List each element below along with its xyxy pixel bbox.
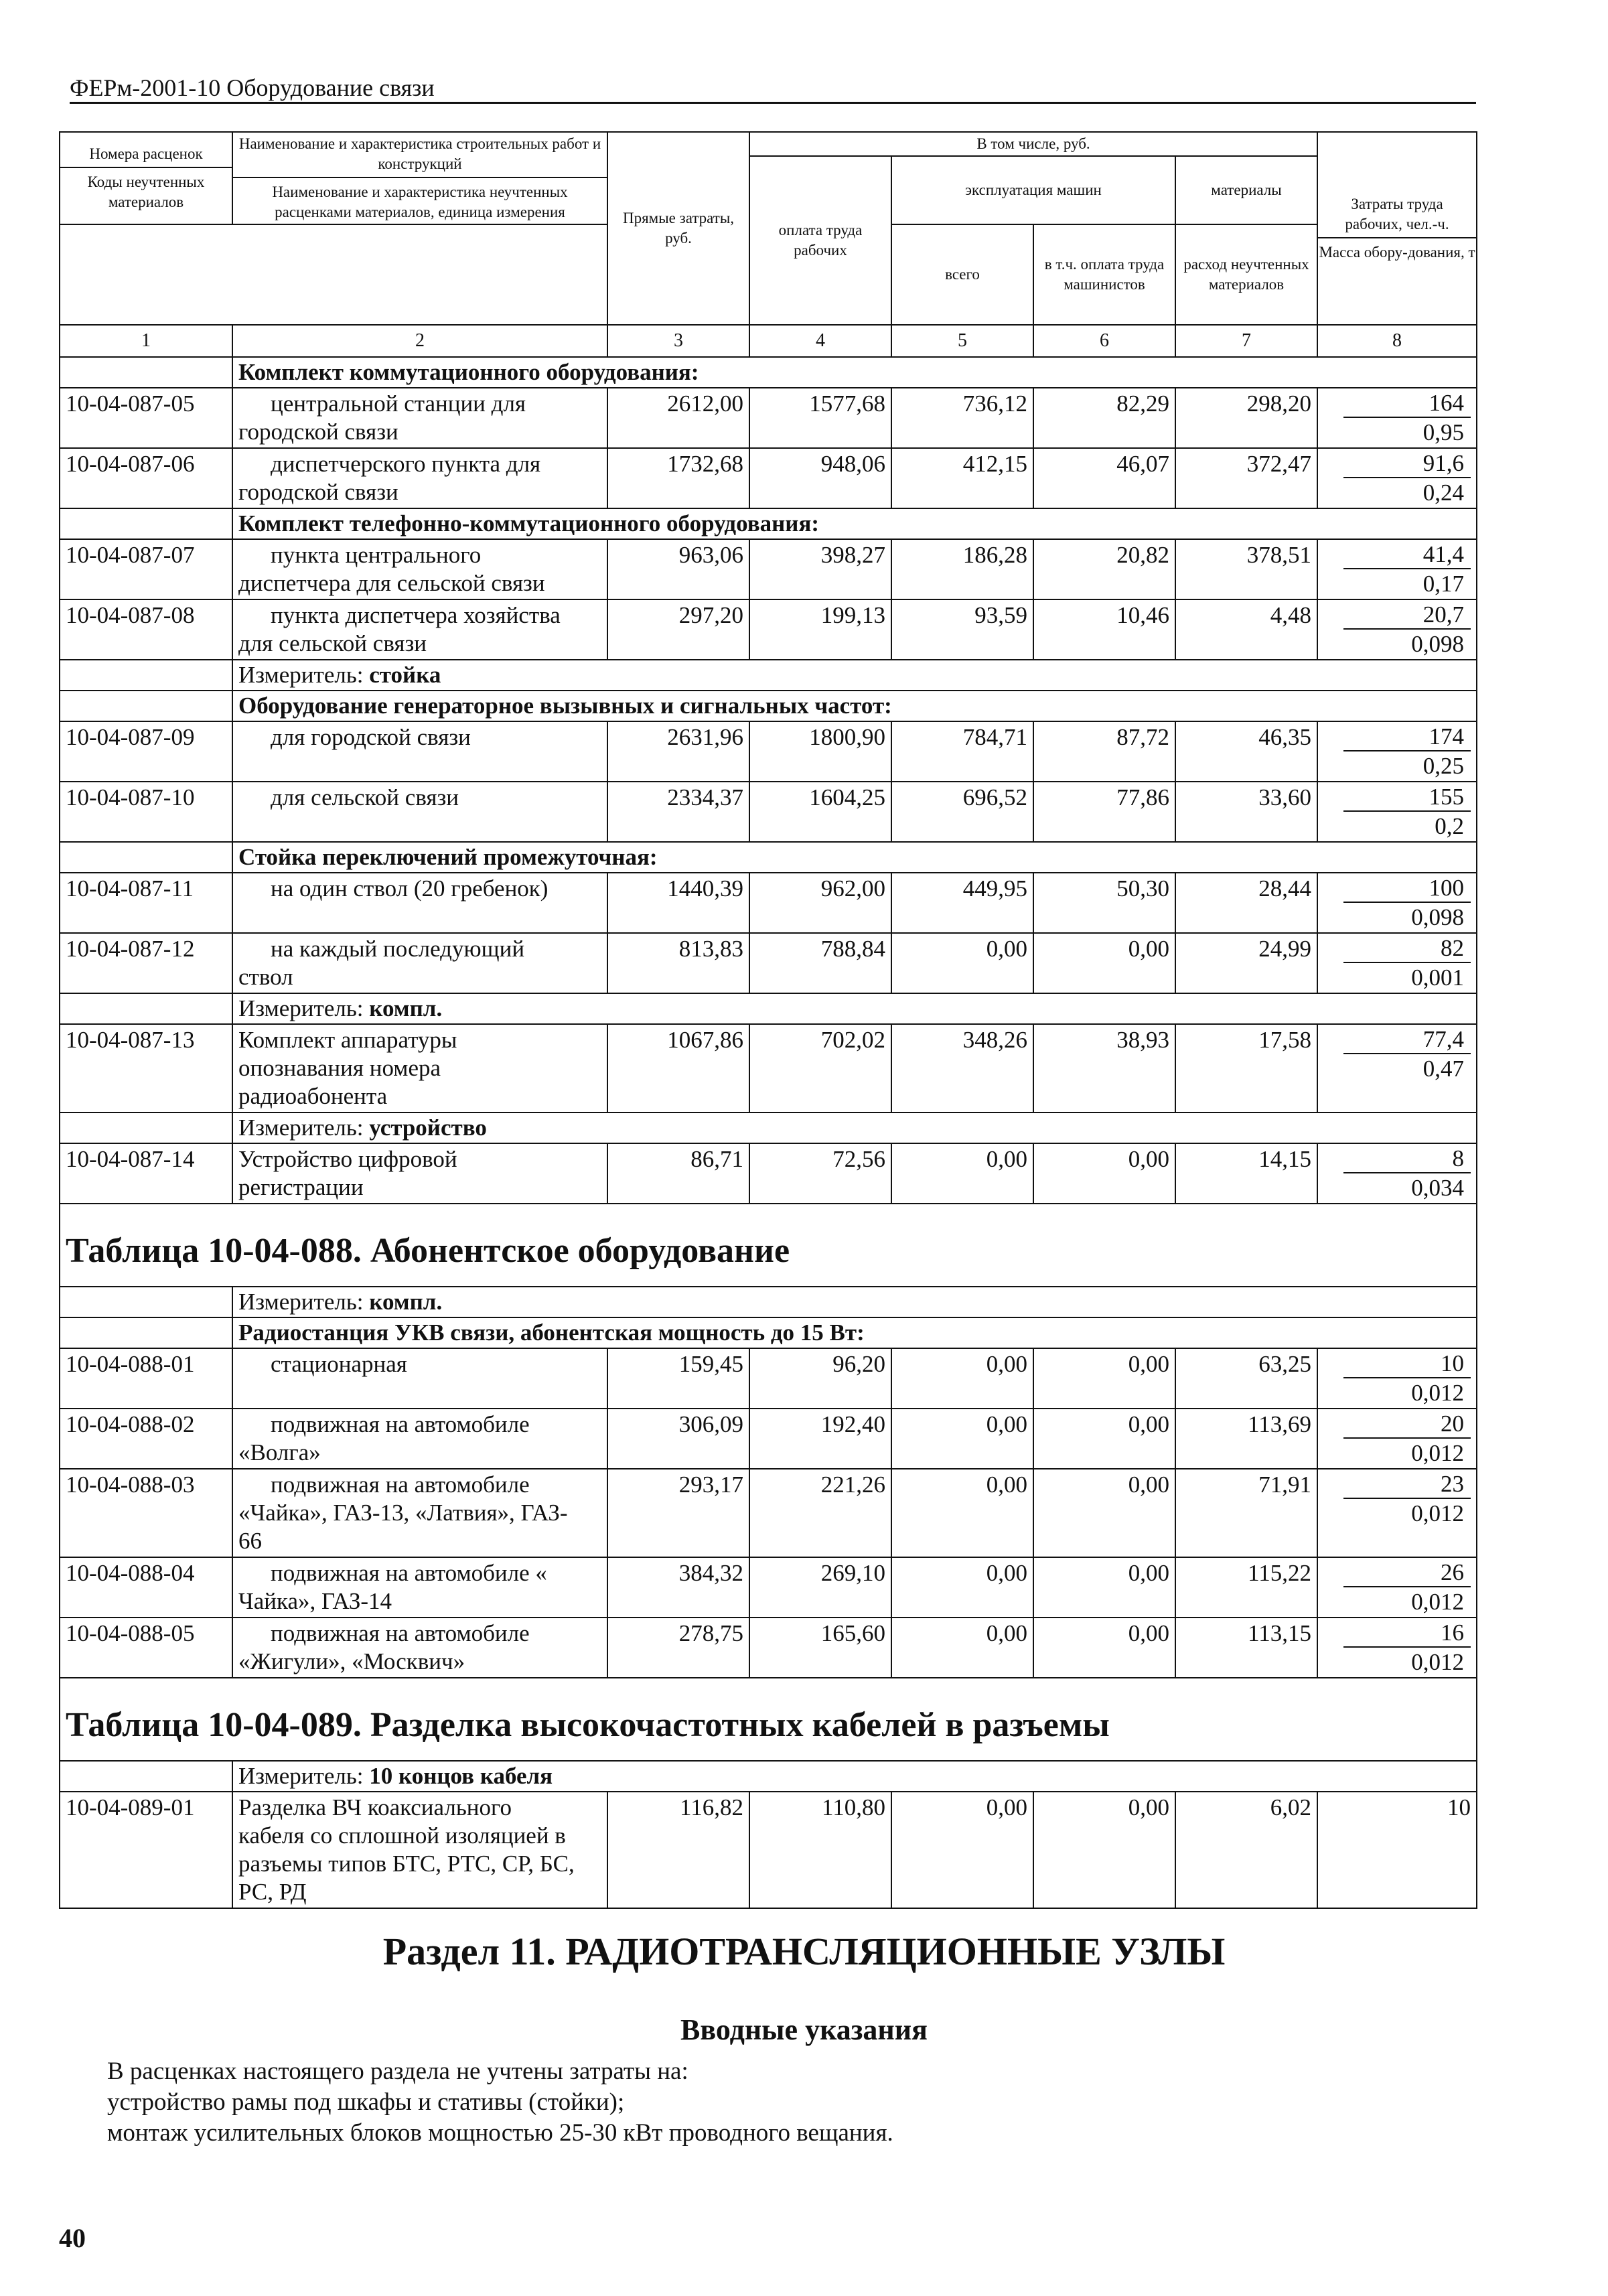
table-cell [1317,539,1477,599]
table-cell: 1577,68 [749,388,891,448]
table-cell [60,1287,232,1317]
table-cell [1317,873,1477,933]
table-row [60,782,1477,842]
table-cell: 0,00 [1033,1409,1175,1469]
table-cell [1317,1469,1477,1557]
table-cell: 449,95 [891,873,1033,933]
table-cell [232,1557,607,1618]
table-cell: 0,00 [1033,1143,1175,1204]
table-cell: 0,47 [1422,1056,1465,1082]
table-cell [1317,448,1477,508]
table-cell: РС, РД [238,1879,307,1905]
table-cell: 8 [1317,325,1477,357]
table-cell: 348,26 [891,1024,1033,1113]
table-cell: 33,60 [1175,782,1317,842]
table-cell: для сельской связи [238,630,427,656]
table-cell: Комплект телефонно-коммутационного оборудования: [232,508,1477,539]
hdr-machines-labor: в т.ч. оплата труда машинистов [1033,224,1175,325]
table-cell [232,388,607,448]
table-cell: 7 [1175,325,1317,357]
table-cell: 87,72 [1033,721,1175,782]
table-cell: Стойка переключений промежуточная: [232,842,1477,873]
table-cell: 0,17 [1422,571,1465,597]
table-row [60,873,1477,933]
table-cell: 6 [1033,325,1175,357]
table-cell [1317,782,1477,842]
table-cell: 0,034 [1411,1175,1465,1201]
measure-row [60,993,1477,1024]
table-cell [232,1469,607,1557]
table-cell: 0,012 [1411,1500,1465,1526]
table-cell: 0,00 [1033,1348,1175,1409]
hdr-code [60,132,232,224]
table-cell: Измеритель: [238,1763,370,1789]
table-cell [232,721,607,782]
table-cell: 116,82 [607,1792,749,1908]
table-cell: 192,40 [749,1409,891,1469]
table-cell: 66 [238,1528,262,1554]
table-cell: 10-04-088-05 [60,1618,232,1678]
table-cell: 41,4 [1343,541,1471,569]
table-cell: 0,012 [1411,1649,1465,1675]
table-cell: на каждый последующий [271,936,525,962]
table-cell: 269,10 [749,1557,891,1618]
table-cell: 0,098 [1411,631,1465,657]
table-cell: 71,91 [1175,1469,1317,1557]
table-cell [60,993,232,1024]
table-cell: 962,00 [749,873,891,933]
hdr-machines-total: всего [891,224,1033,325]
table-cell: Комплект аппаратуры [238,1027,457,1053]
group-title [60,357,1477,388]
table-cell: Чайка», ГАЗ-14 [238,1588,392,1614]
table-cell: 113,69 [1175,1409,1317,1469]
hdr-labor: оплата труда рабочих [749,156,891,325]
table-cell: 0,95 [1422,419,1465,445]
table-cell: пункта диспетчера хозяйства [271,602,561,628]
table-cell: для городской связи [271,724,471,750]
table-cell: Наименование и характеристика строительных работ и конструкций [238,135,601,172]
table-cell: радиоабонента [238,1083,388,1109]
table-cell: 0,00 [891,1143,1033,1204]
table-cell: 63,25 [1175,1348,1317,1409]
table-cell: 2 [232,325,607,357]
table-cell [60,357,232,388]
table-row [60,539,1477,599]
table-cell: Коды неучтенных материалов [60,167,232,212]
table-cell: городской связи [238,419,398,445]
header-rule [70,102,1476,104]
table-089-title: Таблица 10-04-089. Разделка высокочастотных кабелей в разъемы [60,1678,1477,1761]
table-cell: 696,52 [891,782,1033,842]
table-cell: 0,25 [1422,753,1465,779]
table-cell: 0,001 [1411,964,1465,991]
table-cell: 0,012 [1411,1589,1465,1615]
table-cell [232,1348,607,1409]
table-cell [232,782,607,842]
table-row [60,1618,1477,1678]
table-cell: 115,22 [1175,1557,1317,1618]
table-cell [232,599,607,660]
table-cell: 1800,90 [749,721,891,782]
table-cell: 4 [749,325,891,357]
table-cell [1317,1348,1477,1409]
table-cell: Масса обору-дования, т [1318,237,1476,263]
table-cell: Разделка ВЧ коаксиального [238,1794,512,1820]
table-cell: опознавания номера [238,1055,441,1081]
table-cell: 963,06 [607,539,749,599]
table-cell [232,1287,1477,1317]
table-row [60,1143,1477,1204]
table-cell: 10-04-087-06 [60,448,232,508]
table-cell: 0,2 [1435,813,1465,839]
table-cell: 0,00 [1033,933,1175,993]
table-cell: Устройство цифровой [238,1146,457,1172]
table-row [60,1409,1477,1469]
table-cell: 0,00 [891,1557,1033,1618]
table-cell: компл. [369,1289,443,1315]
table-cell: 199,13 [749,599,891,660]
table-cell: 23 [1343,1471,1471,1499]
table-cell: 702,02 [749,1024,891,1113]
table-cell: 10-04-087-11 [60,873,232,933]
table-cell: «Волга» [238,1439,321,1465]
table-row [60,721,1477,782]
table-cell: Наименование и характеристика неучтенных расценками материалов, единица измерения [233,177,607,222]
table-cell: 93,59 [891,599,1033,660]
table-row [60,1469,1477,1557]
table-cell: 2612,00 [607,388,749,448]
table-cell [60,1317,232,1348]
table-cell: 412,15 [891,448,1033,508]
table-cell [232,873,607,933]
table-cell [60,508,232,539]
table-cell: 0,24 [1422,480,1465,506]
table-cell: 8 [1343,1145,1471,1173]
table-cell: 1067,86 [607,1024,749,1113]
table-cell [232,1618,607,1678]
table-cell: 159,45 [607,1348,749,1409]
table-cell: 0,00 [1033,1618,1175,1678]
table-cell [232,1409,607,1469]
table-cell: 298,20 [1175,388,1317,448]
table-cell: 10-04-088-03 [60,1469,232,1557]
table-cell: 293,17 [607,1469,749,1557]
table-cell: городской связи [238,479,398,505]
table-cell [1317,1024,1477,1113]
table-cell [60,660,232,691]
table-cell: 10-04-087-07 [60,539,232,599]
table-cell: 96,20 [749,1348,891,1409]
table-cell: 46,35 [1175,721,1317,782]
table-cell: 10-04-087-14 [60,1143,232,1204]
table-cell: «Чайка», ГАЗ-13, «Латвия», ГАЗ- [238,1500,568,1526]
table-cell: 0,00 [891,1409,1033,1469]
table-cell: Измеритель: [238,662,370,688]
table-cell: 155 [1343,784,1471,812]
table-cell [60,1761,232,1792]
column-numbers [60,325,1477,357]
table-cell: 306,09 [607,1409,749,1469]
table-cell: 0,00 [891,1348,1033,1409]
running-title: ФЕРм-2001-10 Оборудование связи [70,74,435,101]
table-cell: подвижная на автомобиле [271,1620,530,1646]
table-cell [1317,388,1477,448]
table-row [60,933,1477,993]
table-cell: 10-04-087-05 [60,388,232,448]
table-cell [60,1113,232,1143]
group-title [60,1317,1477,1348]
table-cell: 174 [1343,723,1471,751]
table-cell: 0,00 [891,1469,1033,1557]
table-row [60,1024,1477,1113]
table-cell: 10-04-087-13 [60,1024,232,1113]
table-cell [60,224,607,325]
section-title: Раздел 11. РАДИОТРАНСЛЯЦИОННЫЕ УЗЛЫ [382,1930,1226,1973]
table-cell: 10-04-088-04 [60,1557,232,1618]
table-cell [60,691,232,721]
table-cell: 16 [1343,1620,1471,1648]
table-cell: 82 [1343,935,1471,963]
table-cell: Измеритель: [238,995,370,1021]
table-cell: 1440,39 [607,873,749,933]
table-cell: 6,02 [1175,1792,1317,1908]
hdr-incl: В том числе, руб. [749,132,1317,156]
table-cell: 86,71 [607,1143,749,1204]
hdr-materials-sub: расход неучтенных материалов [1175,224,1317,325]
group-title [60,508,1477,539]
table-cell: 784,71 [891,721,1033,782]
table-cell: диспетчера для сельской связи [238,570,545,596]
table-cell: 28,44 [1175,873,1317,933]
table-cell: 110,80 [749,1792,891,1908]
table-cell: 1604,25 [749,782,891,842]
table-cell: 0,00 [891,1792,1033,1908]
table-cell: 82,29 [1033,388,1175,448]
table-cell: 2631,96 [607,721,749,782]
table-cell: 77,86 [1033,782,1175,842]
table-cell: 10 [1317,1792,1477,1908]
hdr-labor-cost [1317,132,1477,325]
table-cell [1317,933,1477,993]
table-cell: 3 [607,325,749,357]
table-row [60,388,1477,448]
table-cell: центральной станции для [271,390,526,417]
table-cell: стационарная [271,1351,407,1377]
table-cell: на один ствол (20 гребенок) [271,875,549,902]
table-cell: 46,07 [1033,448,1175,508]
table-cell: разъемы типов БТС, РТС, СР, БС, [238,1851,575,1877]
table-cell: 398,27 [749,539,891,599]
table-cell: «Жигули», «Москвич» [238,1648,465,1674]
table-cell: 0,00 [891,1618,1033,1678]
table-title-row [60,1678,1477,1761]
table-cell: 297,20 [607,599,749,660]
table-cell [232,1143,607,1204]
table-cell: устройство [369,1115,487,1141]
intro-title: Вводные указания [680,2013,928,2046]
table-cell: 788,84 [749,933,891,993]
table-cell: 378,51 [1175,539,1317,599]
table-cell: 0,098 [1411,904,1465,930]
table-cell: 72,56 [749,1143,891,1204]
table-row [60,599,1477,660]
table-row [60,1557,1477,1618]
table-cell: Измеритель: [238,1115,370,1141]
table-row [60,1348,1477,1409]
table-cell: 20 [1343,1411,1471,1439]
table-cell [232,448,607,508]
table-cell [1317,599,1477,660]
table-cell: 20,82 [1033,539,1175,599]
table-cell [232,933,607,993]
table-cell: 1 [60,325,232,357]
table-cell [232,660,1477,691]
table-cell: 2334,37 [607,782,749,842]
table-cell: 186,28 [891,539,1033,599]
table-cell: 17,58 [1175,1024,1317,1113]
table-cell [232,993,1477,1024]
table-cell: 0,012 [1411,1440,1465,1466]
table-cell: подвижная на автомобиле [271,1472,530,1498]
table-cell: 165,60 [749,1618,891,1678]
table-cell: 10,46 [1033,599,1175,660]
table-cell: 5 [891,325,1033,357]
table-title-row [60,1204,1477,1287]
table-cell: 0,00 [1033,1557,1175,1618]
table-cell: 20,7 [1343,601,1471,630]
page-number: 40 [59,2223,86,2253]
table-cell: Измеритель: [238,1289,370,1315]
measure-row [60,1113,1477,1143]
table-cell: компл. [369,995,443,1021]
table-cell: регистрации [238,1174,364,1200]
measure-row [60,660,1477,691]
table-cell [232,1113,1477,1143]
table-cell: 91,6 [1343,450,1471,478]
table-cell [1317,1557,1477,1618]
table-cell: 10-04-088-01 [60,1348,232,1409]
table-cell: 0,00 [1033,1469,1175,1557]
table-cell: стойка [369,662,441,688]
table-cell: 1732,68 [607,448,749,508]
table-cell [232,1792,607,1908]
intro-text [107,2056,1447,2149]
intro-line: В расценках настоящего раздела не учтены затраты на: [107,2058,688,2085]
group-title [60,691,1477,721]
table-cell: 77,4 [1343,1026,1471,1054]
table-088-title: Таблица 10-04-088. Абонентское оборудование [60,1204,1477,1287]
intro-line: монтаж усилительных блоков мощностью 25-30 кВт проводного вещания. [107,2119,893,2147]
measure-row [60,1287,1477,1317]
table-cell: 10-04-087-08 [60,599,232,660]
hdr-materials: материалы [1175,156,1317,224]
table-cell: 0,00 [1033,1792,1175,1908]
table-cell [60,842,232,873]
table-cell: 10-04-087-09 [60,721,232,782]
table-cell: 24,99 [1175,933,1317,993]
table-cell: 113,15 [1175,1618,1317,1678]
group-title [60,842,1477,873]
table-cell: ствол [238,964,293,990]
table-cell: 0,012 [1411,1380,1465,1406]
table-cell [232,1024,607,1113]
table-cell: 278,75 [607,1618,749,1678]
table-cell [1317,721,1477,782]
table-cell: 10 [1343,1350,1471,1378]
table-cell: кабеля со сплошной изоляцией в [238,1822,566,1849]
table-cell: 10-04-087-12 [60,933,232,993]
rates-table [59,131,1477,1909]
table-cell [1317,1143,1477,1204]
table-cell: подвижная на автомобиле « [271,1560,547,1586]
table-cell: 26 [1343,1559,1471,1587]
table-cell: 4,48 [1175,599,1317,660]
table-cell: 384,32 [607,1557,749,1618]
measure-row [60,1761,1477,1792]
table-cell [1317,1618,1477,1678]
table-row [60,448,1477,508]
table-cell: 221,26 [749,1469,891,1557]
table-row [60,1792,1477,1908]
table-cell: диспетчерского пункта для [271,451,541,477]
table-cell: 10-04-089-01 [60,1792,232,1908]
table-cell: 813,83 [607,933,749,993]
hdr-name [232,132,607,224]
table-cell: 50,30 [1033,873,1175,933]
table-cell: 372,47 [1175,448,1317,508]
table-cell: 38,93 [1033,1024,1175,1113]
table-cell [1317,1409,1477,1469]
table-cell: 100 [1343,875,1471,903]
table-cell: Номера расценок [89,145,203,162]
table-cell: Комплект коммутационного оборудования: [232,357,1477,388]
intro-line: устройство рамы под шкафы и стативы (стойки); [107,2088,625,2116]
table-cell [232,539,607,599]
header-row-1 [60,132,1477,156]
hdr-machines: эксплуатация машин [891,156,1175,224]
table-cell: подвижная на автомобиле [271,1411,530,1437]
table-cell: 164 [1343,390,1471,418]
hdr-direct: Прямые затраты, руб. [607,132,749,325]
table-cell: 14,15 [1175,1143,1317,1204]
table-cell: 0,00 [891,933,1033,993]
table-cell: 10 концов кабеля [369,1763,553,1789]
table-cell: пункта центрального [271,542,482,568]
table-cell: 10-04-088-02 [60,1409,232,1469]
table-cell: Радиостанция УКВ связи, абонентская мощность до 15 Вт: [232,1317,1477,1348]
table-cell: 10-04-087-10 [60,782,232,842]
table-cell: для сельской связи [271,784,459,810]
table-cell: 736,12 [891,388,1033,448]
table-cell [232,1761,1477,1792]
table-cell: Затраты труда рабочих, чел.-ч. [1345,196,1449,232]
table-cell: Оборудование генераторное вызывных и сигнальных частот: [232,691,1477,721]
table-cell: 948,06 [749,448,891,508]
